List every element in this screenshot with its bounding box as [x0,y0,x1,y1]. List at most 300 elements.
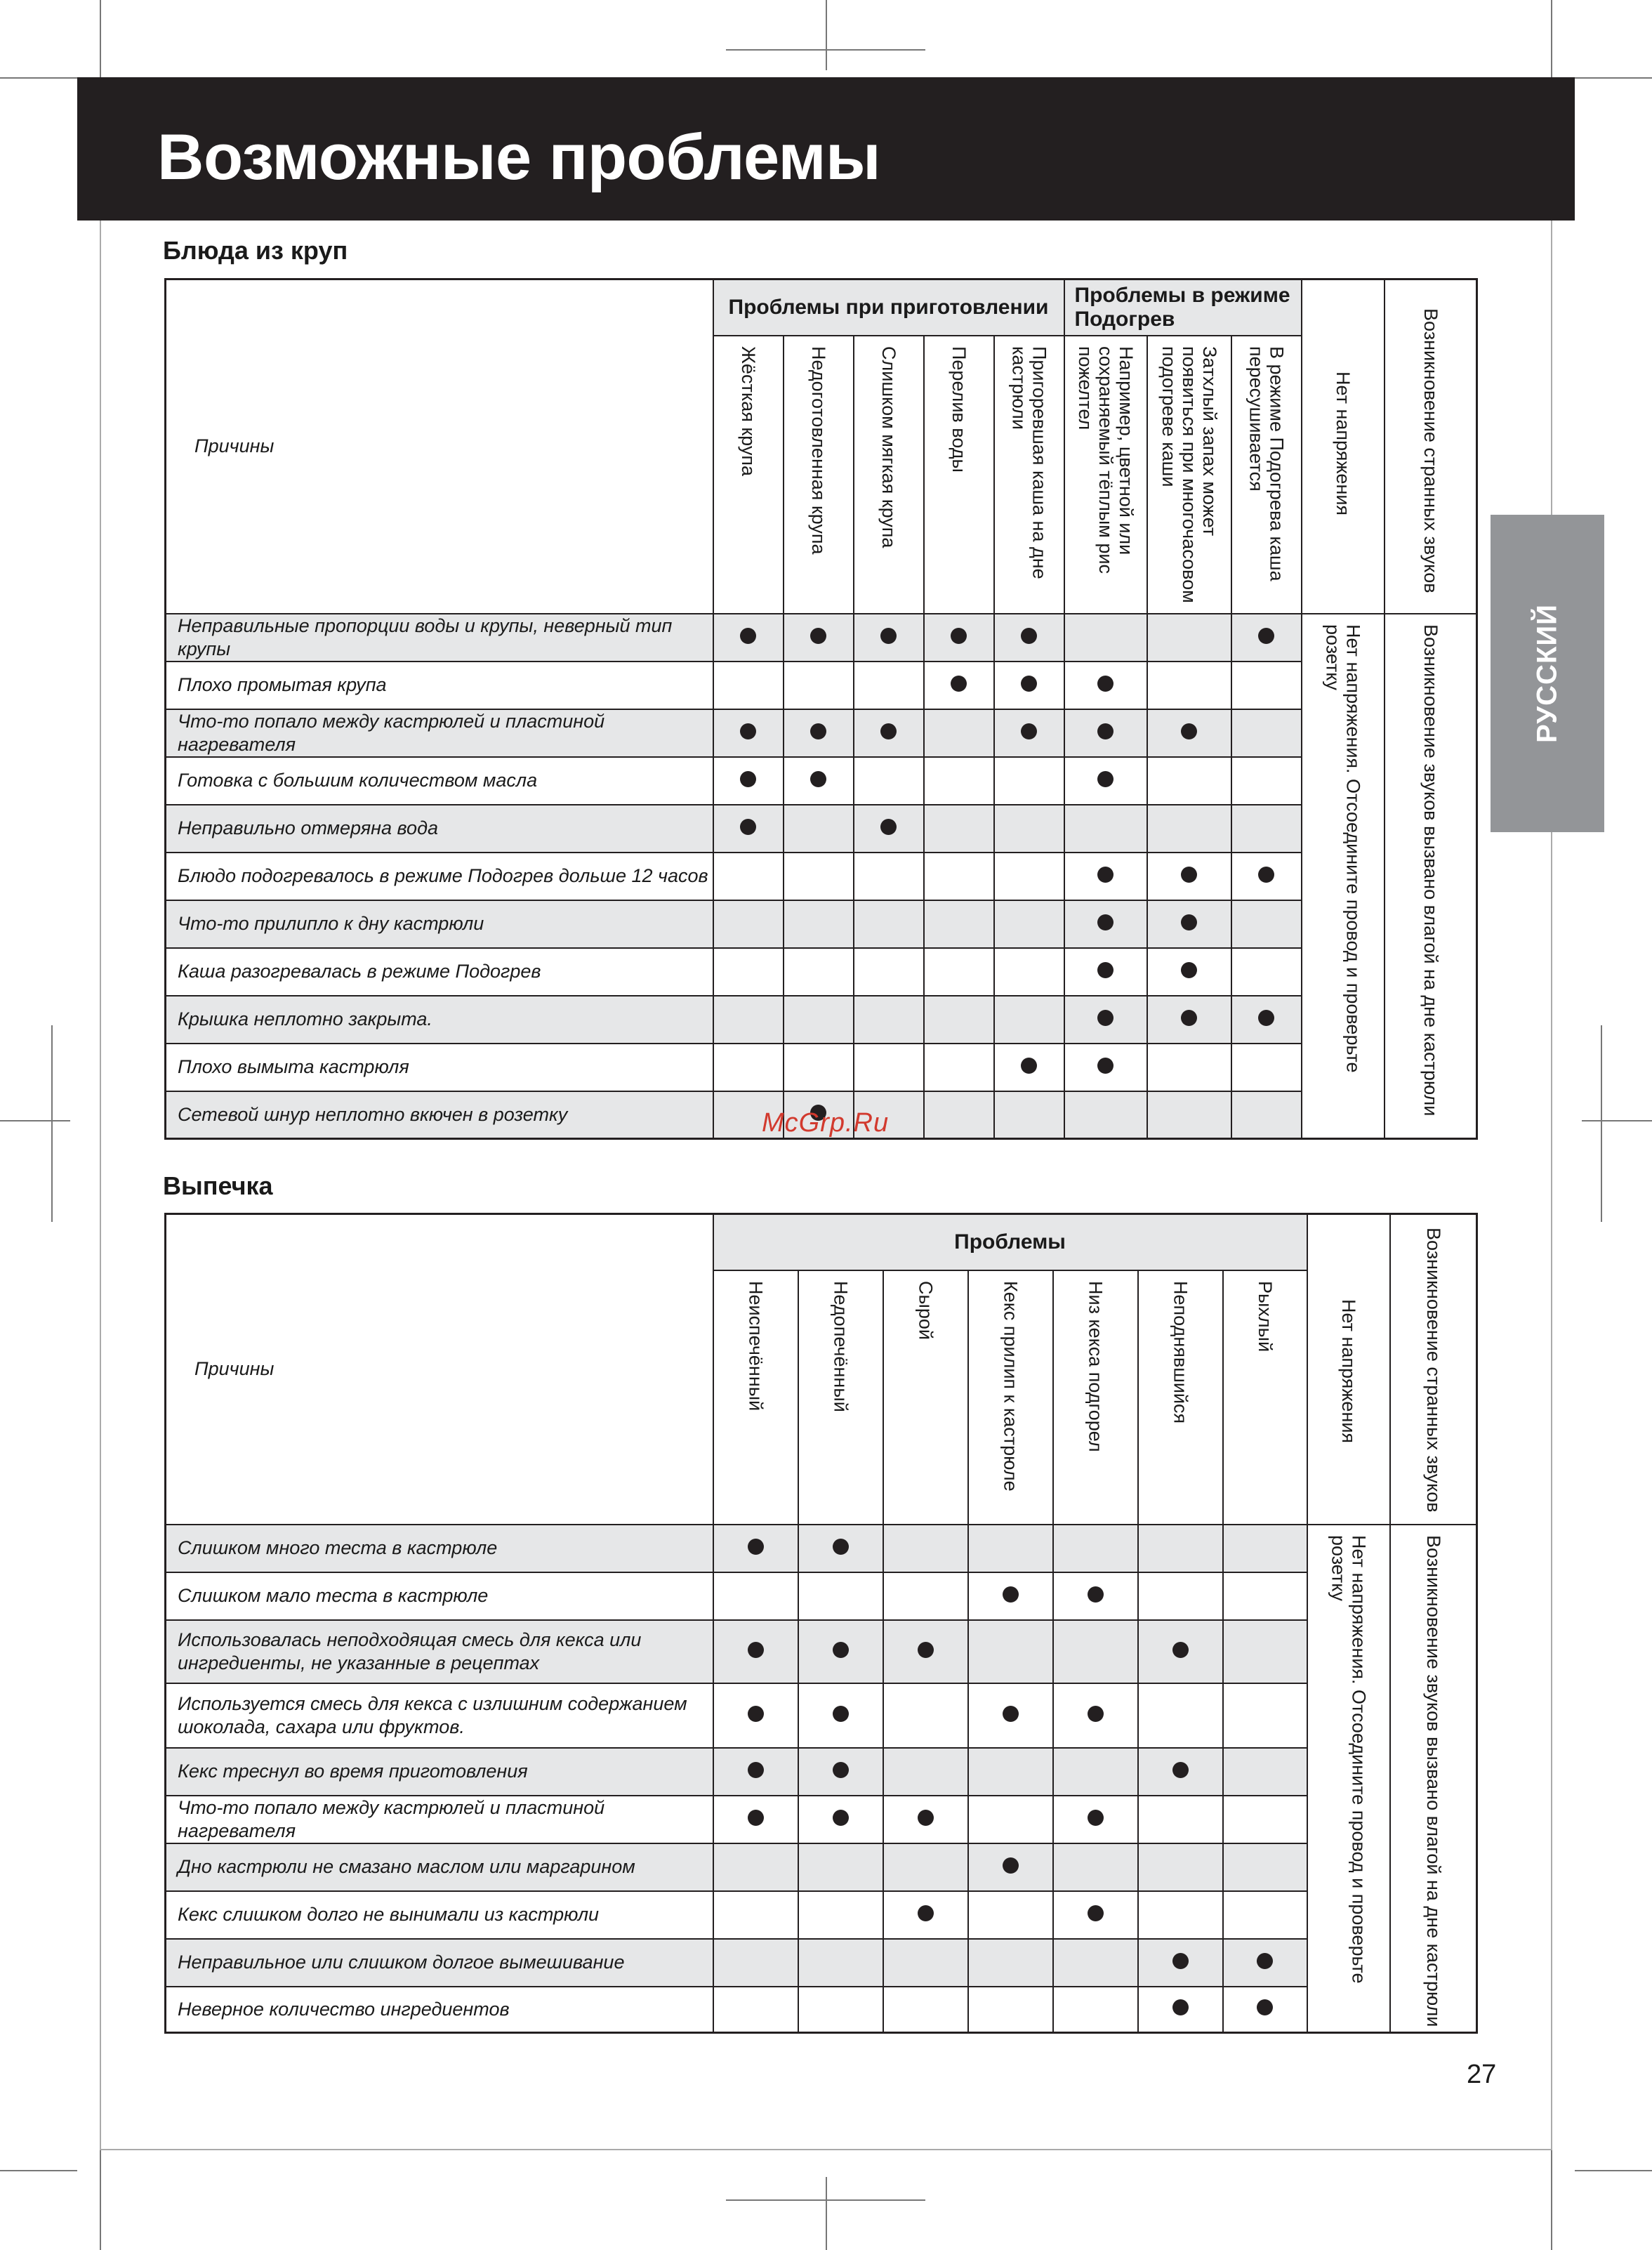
matrix-cell [784,757,854,805]
dot-marker [748,1810,764,1826]
matrix-cell [1138,1796,1223,1843]
matrix-cell [1064,900,1147,948]
table-row [166,709,1477,757]
matrix-cell [1231,948,1302,996]
matrix-cell [854,853,924,900]
problem-column-label: Низ кекса подгорел [1085,1280,1106,1452]
cause-label: Крышка неплотно закрыта. [166,996,713,1044]
matrix-cell [784,853,854,900]
matrix-cell [968,1748,1053,1796]
cause-label: Неправильные пропорции воды и крупы, неверный тип крупы [166,614,713,662]
matrix-cell [713,1572,798,1620]
matrix-cell [713,805,784,853]
matrix-cell [994,948,1064,996]
matrix-cell [1064,662,1147,709]
matrix-cell [1064,614,1147,662]
strange-sounds-note [1390,1525,1477,2033]
matrix-cell [798,1843,883,1891]
dot-marker [951,628,967,644]
matrix-cell [1231,996,1302,1044]
dot-marker [748,1539,764,1555]
matrix-cell [1223,1748,1307,1796]
matrix-cell [713,1939,798,1987]
matrix-cell [883,1939,968,1987]
dot-marker [1172,1762,1189,1778]
page-header [77,77,1575,221]
matrix-cell [1147,662,1231,709]
matrix-cell [1053,1891,1138,1939]
matrix-cell [883,1683,968,1748]
matrix-cell [1223,1525,1307,1572]
problem-column-label: Слишком мягкая крупа [878,346,899,548]
matrix-cell [968,1891,1053,1939]
problem-column-header [784,336,854,614]
matrix-cell [713,662,784,709]
matrix-cell [1231,900,1302,948]
no-power-header: Нет напряжения [1307,1214,1390,1525]
matrix-cell [854,614,924,662]
table-row [166,1891,1477,1939]
trim-mark [1551,2149,1552,2250]
matrix-cell [968,1843,1053,1891]
problem-column-label: Жёсткая крупа [738,346,759,476]
trim-mark [0,2170,77,2171]
matrix-cell [713,614,784,662]
matrix-cell [994,709,1064,757]
matrix-cell [784,662,854,709]
dot-marker [1021,1058,1037,1074]
dot-marker [1172,1953,1189,1969]
dot-marker [810,628,826,644]
matrix-cell [1223,1572,1307,1620]
dot-marker [880,819,897,835]
matrix-cell [713,853,784,900]
matrix-cell [1053,1572,1138,1620]
matrix-cell [1223,1843,1307,1891]
dot-marker [740,628,756,644]
matrix-cell [994,614,1064,662]
no-power-note-text: Нет напряжения. Отсоедините провод и проверьте розетку [1322,624,1364,1072]
problem-column-label: Недопечённый [830,1280,852,1412]
matrix-cell [1064,709,1147,757]
matrix-cell [784,709,854,757]
strange-sounds-note-text: Возникновение звуков вызвано влагой на дне кастрюли [1422,1534,1444,2027]
matrix-cell [994,1091,1064,1139]
dot-marker [1181,914,1197,930]
page-frame-bottom [100,2149,1552,2150]
page-frame-left [100,77,101,2149]
cause-label: Что-то прилипло к дну кастрюли [166,900,713,948]
cause-label: Неверное количество ингредиентов [166,1987,713,2033]
dot-marker [1258,1010,1274,1026]
baking-section-title: Выпечка [163,1171,273,1200]
dot-marker [748,1642,764,1658]
matrix-cell [1053,1939,1138,1987]
matrix-cell [968,1620,1053,1683]
problem-column-header [994,336,1064,614]
matrix-cell [1147,853,1231,900]
matrix-cell [1231,709,1302,757]
dot-marker [1021,723,1037,739]
matrix-cell [1223,1796,1307,1843]
matrix-cell [1053,1796,1138,1843]
strange-sounds-note [1385,614,1477,1139]
dot-marker [1257,1999,1273,2015]
matrix-cell [968,1939,1053,1987]
baking-problems-header: Проблемы [713,1214,1307,1270]
matrix-cell [713,1843,798,1891]
problem-column-label: Перелив воды [949,346,970,473]
table-row [166,757,1477,805]
problem-column-header [854,336,924,614]
dot-marker [833,1539,849,1555]
table-row [166,662,1477,709]
matrix-cell [994,996,1064,1044]
matrix-cell [924,709,994,757]
matrix-cell [994,1044,1064,1091]
table-row [166,1525,1477,1572]
table-row [166,996,1477,1044]
dot-marker [1181,1010,1197,1026]
problem-column-label: Например, цветной или сохраняемый тёплым рис пожелтел [1075,346,1137,574]
trim-mark [0,77,77,79]
problem-column-header [1064,336,1147,614]
trim-mark [1575,77,1652,79]
baking-table [164,1213,1478,2034]
problem-column-label: Затхлый запах может появиться при многочасовом подогреве каши [1158,346,1221,603]
cause-label: Блюдо подогревалось в режиме Подогрев дольше 12 часов [166,853,713,900]
dot-marker [1003,1706,1019,1722]
matrix-cell [968,1987,1053,2033]
matrix-cell [1138,1843,1223,1891]
problem-column-label: Пригоревшая каша на дне кастрюли [1008,346,1050,579]
matrix-cell [883,1891,968,1939]
matrix-cell [994,757,1064,805]
dot-marker [1088,1586,1104,1603]
matrix-cell [798,1748,883,1796]
cause-label: Плохо промытая крупа [166,662,713,709]
problem-column-header [713,336,784,614]
matrix-cell [1053,1620,1138,1683]
matrix-cell [798,1939,883,1987]
matrix-cell [1138,1748,1223,1796]
problem-column-header [1053,1270,1138,1525]
no-power-header: Нет напряжения [1302,279,1385,614]
matrix-cell [1147,1044,1231,1091]
trim-mark [1601,1025,1602,1222]
dot-marker [1097,1058,1114,1074]
trim-mark [826,2177,827,2250]
matrix-cell [854,662,924,709]
trim-mark [0,1120,70,1121]
matrix-cell [798,1683,883,1748]
table-row [166,1939,1477,1987]
matrix-cell [798,1796,883,1843]
dot-marker [1097,962,1114,978]
matrix-cell [1147,1091,1231,1139]
dot-marker [1172,1642,1189,1658]
matrix-cell [784,900,854,948]
matrix-cell [713,1525,798,1572]
matrix-cell [798,1891,883,1939]
matrix-cell [1223,1987,1307,2033]
matrix-cell [1138,1683,1223,1748]
dot-marker [1257,1953,1273,1969]
matrix-cell [1147,709,1231,757]
matrix-cell [1064,757,1147,805]
matrix-cell [713,1683,798,1748]
watermark: McGrp.Ru [762,1108,890,1138]
matrix-cell [883,1748,968,1796]
matrix-cell [854,996,924,1044]
matrix-cell [1223,1620,1307,1683]
matrix-cell [854,805,924,853]
table-row [166,1572,1477,1620]
matrix-cell [1064,1044,1147,1091]
page-frame-right [1551,77,1552,2149]
dot-marker [810,723,826,739]
matrix-cell [713,900,784,948]
matrix-cell [784,805,854,853]
dot-marker [740,819,756,835]
problem-column-header [1223,1270,1307,1525]
matrix-cell [1138,1620,1223,1683]
trim-mark [51,1025,53,1222]
matrix-cell [1147,996,1231,1044]
matrix-cell [968,1525,1053,1572]
table-row [166,948,1477,996]
table-row [166,853,1477,900]
matrix-cell [713,757,784,805]
matrix-cell [713,1748,798,1796]
problem-column-label: Рыхлый [1255,1280,1276,1352]
matrix-cell [924,1091,994,1139]
problem-column-label: Недоготовленная крупа [808,346,829,555]
dot-marker [1088,1810,1104,1826]
matrix-cell [1147,805,1231,853]
matrix-cell [784,948,854,996]
matrix-cell [968,1683,1053,1748]
cause-label: Что-то попало между кастрюлей и пластиной нагревателя [166,1796,713,1843]
dot-marker [833,1762,849,1778]
matrix-cell [713,709,784,757]
cause-label: Слишком много теста в кастрюле [166,1525,713,1572]
no-power-note [1307,1525,1390,2033]
trim-mark [100,0,101,77]
dot-marker [1097,914,1114,930]
matrix-cell [1147,757,1231,805]
language-tab [1491,515,1604,832]
dot-marker [1021,628,1037,644]
matrix-cell [968,1572,1053,1620]
cause-label: Используется смесь для кекса с излишним содержанием шоколада, сахара или фруктов. [166,1683,713,1748]
matrix-cell [1064,853,1147,900]
table-row [166,1683,1477,1748]
matrix-cell [924,662,994,709]
matrix-cell [924,1044,994,1091]
problem-column-label: Сырой [915,1280,937,1340]
dot-marker [1097,1010,1114,1026]
dot-marker [918,1905,934,1921]
matrix-cell [883,1843,968,1891]
dot-marker [1181,867,1197,883]
dot-marker [918,1642,934,1658]
dot-marker [1097,867,1114,883]
matrix-cell [994,662,1064,709]
matrix-cell [924,900,994,948]
cause-label: Неправильно отмеряна вода [166,805,713,853]
matrix-cell [994,900,1064,948]
matrix-cell [883,1572,968,1620]
matrix-cell [968,1796,1053,1843]
matrix-cell [798,1987,883,2033]
table-row [166,614,1477,662]
strange-sounds-header: Возникновение странных звуков [1385,279,1477,614]
dot-marker [740,723,756,739]
table-row [166,1796,1477,1843]
matrix-cell [994,853,1064,900]
matrix-cell [713,1044,784,1091]
problem-column-label: В режиме Подогрева каша пересушивается [1245,346,1288,581]
matrix-cell [713,948,784,996]
table-row [166,1843,1477,1891]
cause-label: Готовка с большим количеством масла [166,757,713,805]
dot-marker [1003,1857,1019,1874]
dot-marker [1172,1999,1189,2015]
problem-column-header [798,1270,883,1525]
matrix-cell [854,1044,924,1091]
matrix-cell [1147,614,1231,662]
problem-column-header [968,1270,1053,1525]
cause-label: Неправильное или слишком долгое вымешивание [166,1939,713,1987]
problem-column-header [924,336,994,614]
problem-column-label: Неподнявшийся [1170,1280,1191,1423]
language-tab-label: РУССКИЙ [1531,604,1563,743]
dot-marker [918,1810,934,1826]
matrix-cell [883,1796,968,1843]
matrix-cell [713,1987,798,2033]
dot-marker [1181,723,1197,739]
trim-mark [100,2149,101,2250]
trim-mark [1582,1120,1652,1121]
matrix-cell [713,996,784,1044]
grains-section-title: Блюда из круп [163,236,348,265]
matrix-cell [924,614,994,662]
dot-marker [810,771,826,787]
dot-marker [1003,1586,1019,1603]
matrix-cell [924,996,994,1044]
trim-mark [1575,2170,1652,2171]
page-title: Возможные проблемы [157,121,881,193]
matrix-cell [798,1620,883,1683]
matrix-cell [883,1620,968,1683]
table-row [166,1620,1477,1683]
matrix-cell [1231,614,1302,662]
matrix-cell [1053,1843,1138,1891]
cause-label: Кекс слишком долго не вынимали из кастрюли [166,1891,713,1939]
matrix-cell [854,757,924,805]
matrix-cell [713,1620,798,1683]
matrix-cell [854,709,924,757]
causes-header: Причины [166,279,713,614]
cause-label: Слишком мало теста в кастрюле [166,1572,713,1620]
problem-column-label: Кекс прилип к кастрюле [1000,1280,1022,1492]
problem-column-header [1231,336,1302,614]
cause-label: Дно кастрюли не смазано маслом или маргарином [166,1843,713,1891]
matrix-cell [713,1891,798,1939]
matrix-cell [924,805,994,853]
cause-label: Использовалась неподходящая смесь для кекса или ингредиенты, не указанные в рецептах [166,1620,713,1683]
matrix-cell [784,996,854,1044]
matrix-cell [713,1796,798,1843]
cause-label: Кекс треснул во время приготовления [166,1748,713,1796]
matrix-cell [1147,900,1231,948]
matrix-cell [924,853,994,900]
cause-label: Каша разогревалась в режиме Подогрев [166,948,713,996]
strange-sounds-header: Возникновение странных звуков [1390,1214,1477,1525]
no-power-note-text: Нет напряжения. Отсоедините провод и проверьте розетку [1328,1534,1370,1983]
table-row [166,805,1477,853]
table-row [166,1748,1477,1796]
matrix-cell [1138,1891,1223,1939]
problem-column-header [883,1270,968,1525]
matrix-cell [854,900,924,948]
matrix-cell [1053,1987,1138,2033]
matrix-cell [1223,1683,1307,1748]
problem-column-header [1147,336,1231,614]
dot-marker [1088,1706,1104,1722]
no-power-note [1302,614,1385,1139]
trim-mark [1551,0,1552,77]
matrix-cell [1064,1091,1147,1139]
cause-label: Сетевой шнур неплотно вкючен в розетку [166,1091,713,1139]
cause-label: Плохо вымыта кастрюля [166,1044,713,1091]
dot-marker [833,1642,849,1658]
dot-marker [748,1706,764,1722]
dot-marker [880,628,897,644]
dot-marker [833,1706,849,1722]
dot-marker [740,771,756,787]
trim-mark [826,0,827,70]
dot-marker [1181,962,1197,978]
page-number: 27 [1467,2060,1497,2089]
matrix-cell [784,614,854,662]
matrix-cell [1053,1525,1138,1572]
dot-marker [748,1762,764,1778]
matrix-cell [1138,1939,1223,1987]
matrix-cell [1053,1683,1138,1748]
matrix-cell [924,948,994,996]
table-row [166,900,1477,948]
cause-label: Что-то попало между кастрюлей и пластиной нагревателя [166,709,713,757]
dot-marker [1021,676,1037,692]
matrix-cell [1053,1748,1138,1796]
matrix-cell [1223,1939,1307,1987]
matrix-cell [1231,662,1302,709]
matrix-cell [1138,1987,1223,2033]
matrix-cell [1138,1572,1223,1620]
matrix-cell [1064,805,1147,853]
dot-marker [1088,1905,1104,1921]
matrix-cell [854,948,924,996]
cooking-problems-header: Проблемы при приготовлении [713,279,1064,336]
dot-marker [833,1810,849,1826]
matrix-cell [924,757,994,805]
matrix-cell [1223,1891,1307,1939]
dot-marker [1097,723,1114,739]
matrix-cell [1138,1525,1223,1572]
matrix-cell [883,1987,968,2033]
